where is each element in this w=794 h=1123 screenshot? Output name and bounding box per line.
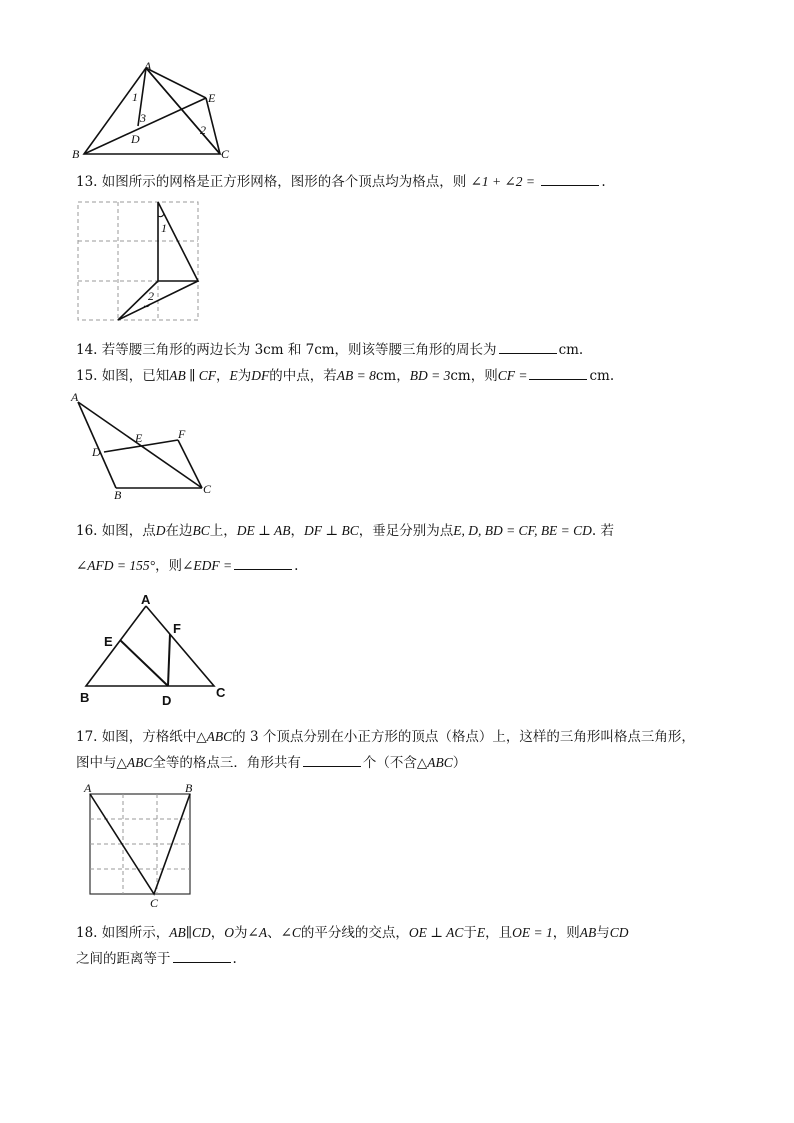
fig13-angle-2: 2 [148, 289, 154, 303]
q15-end: cm. [589, 368, 615, 384]
q17-e1: ABC [206, 729, 233, 744]
q16-line2-expr: ∠AFD = 155° [76, 558, 156, 573]
q16-e4: DF ⊥ BC [304, 523, 359, 538]
q15-e4: AB = 8 [336, 368, 376, 383]
question-16-line-2 [76, 555, 298, 576]
fig15-label-e: E [135, 431, 143, 445]
fig16-label-e: E [104, 634, 113, 649]
fig15-label-b: B [114, 488, 122, 502]
fig12-angle-3: 3 [140, 111, 146, 125]
q18-t5: 的平分线的交点， [300, 925, 409, 941]
figure-q12 [68, 60, 238, 160]
q18-t6: 于 [463, 925, 477, 941]
q17-line2-b: 全等的格点三．角形共有 [152, 755, 301, 771]
q13-end: . [601, 174, 606, 190]
fig12-label-d: D [131, 132, 140, 146]
q18-e4: ∠C [280, 925, 301, 940]
figure-q17 [82, 782, 208, 908]
q15-t6: cm，则 [450, 368, 498, 384]
q17-line2-e2: ABC [427, 755, 453, 770]
q16-t3: 上， [209, 523, 237, 539]
q15-e5: BD = 3 [409, 368, 451, 383]
q18-answer-blank[interactable] [173, 948, 231, 963]
q17-t1: 如图，方格纸中△ [101, 729, 207, 745]
q13-answer-blank[interactable] [541, 171, 599, 186]
fig16-label-f: F [173, 621, 181, 636]
q18-t7: ，且 [485, 925, 513, 941]
q16-end: . [294, 558, 299, 574]
q14-end: cm. [558, 342, 584, 358]
fig12-angle-1: 1 [132, 90, 138, 104]
q18-e5: OE ⊥ AC [408, 925, 464, 940]
q16-t5: ，垂足分别为点 [358, 523, 454, 539]
fig17-label-a: A [84, 781, 92, 795]
fig17-label-b: B [185, 781, 193, 795]
fig15-line-fc [178, 440, 202, 488]
fig12-triangle-abc [84, 68, 220, 154]
q18-e8: AB [579, 925, 597, 940]
fig12-label-a: A [144, 59, 152, 73]
q18-e6: E [476, 925, 486, 940]
q16-e3: DE ⊥ AB [236, 523, 291, 538]
q14-text: 若等腰三角形的两边长为 3cm 和 7cm，则该等腰三角形的周长为 [101, 342, 497, 358]
fig12-angle-2: 2 [200, 123, 206, 137]
q18-e1: AB∥CD [169, 925, 211, 940]
fig13-grid-border [78, 202, 198, 320]
q16-t7: ，则 [155, 558, 183, 574]
q17-line2-d: ） [452, 755, 467, 771]
q16-answer-blank[interactable] [234, 555, 292, 570]
fig12-label-e: E [208, 91, 216, 105]
q17-line2-a: 图中与△ [76, 755, 127, 771]
fig15-label-f: F [178, 427, 186, 441]
question-14 [76, 339, 583, 360]
fig16-label-d: D [162, 693, 172, 708]
q17-number: 17. [76, 729, 98, 745]
q15-t2: ， [216, 368, 230, 384]
question-16 [76, 521, 614, 541]
q18-e2: O [224, 925, 235, 940]
question-18 [76, 923, 628, 943]
q17-line2-e: ABC [126, 755, 153, 770]
fig15-label-d: D [92, 445, 101, 459]
q16-t4: ， [290, 523, 304, 539]
q14-answer-blank[interactable] [499, 339, 557, 354]
q18-e7: OE = 1 [512, 925, 553, 940]
fig12-label-b: B [72, 147, 80, 161]
fig15-label-a: A [71, 390, 79, 404]
q18-t8: ，则 [552, 925, 580, 941]
q18-t4: 、 [267, 925, 281, 941]
question-13 [76, 171, 606, 192]
fig15-label-c: C [203, 482, 212, 496]
q15-e3: DF [251, 368, 270, 383]
question-15 [76, 365, 614, 386]
fig16-label-b: B [80, 690, 90, 705]
q15-e2: E [229, 368, 238, 383]
fig13-angle-arc-1 [158, 214, 164, 217]
q13-expression: ∠1 + ∠2 = [470, 174, 536, 189]
q18-t9: 与 [596, 925, 610, 941]
fig16-label-a: A [141, 592, 151, 607]
q16-e5: E, D, BD = CF, BE = CD [453, 523, 592, 538]
question-18-line-2 [76, 948, 237, 969]
q13-number: 13. [76, 174, 98, 190]
q15-e6: CF = [497, 368, 528, 383]
q17-t2: 的 3 个顶点分别在小正方形的顶点（格点）上，这样的三角形叫格点三角形， [232, 729, 695, 745]
q15-t3: 为 [237, 368, 252, 384]
q15-e1: AB ∥ CF [169, 368, 217, 383]
q18-line2: 之间的距离等于 [76, 951, 171, 967]
fig12-line-be [84, 98, 206, 154]
fig16-line-ed [120, 640, 168, 686]
q16-t2: 在边 [165, 523, 193, 539]
q13-text: 如图所示的网格是正方形网格，图形的各个顶点均为格点，则 [101, 174, 467, 190]
q18-end: . [232, 951, 237, 967]
question-17 [76, 727, 695, 747]
q16-number: 16. [76, 523, 98, 539]
question-17-line-2 [76, 752, 466, 773]
q17-answer-blank[interactable] [303, 752, 361, 767]
q15-t1: 如图，已知 [101, 368, 170, 384]
fig12-label-c: C [221, 147, 230, 161]
q15-t4: 的中点，若 [269, 368, 337, 384]
q14-number: 14. [76, 342, 98, 358]
figure-q13 [78, 202, 200, 322]
q18-t2: ， [210, 925, 225, 941]
q16-e1: D [155, 523, 166, 538]
fig16-label-c: C [216, 685, 226, 700]
fig12-line-ae [146, 68, 206, 98]
q18-number: 18. [76, 925, 98, 941]
figure-q16 [78, 594, 238, 710]
q15-answer-blank[interactable] [529, 365, 587, 380]
q17-line2-c: 个（不含△ [362, 755, 428, 771]
figure-q15 [70, 392, 220, 500]
q16-e2: BC [192, 523, 210, 538]
q18-e9: CD [609, 925, 629, 940]
q18-t1: 如图所示， [101, 925, 170, 941]
fig17-label-c: C [150, 896, 159, 910]
q18-t3: 为 [234, 925, 248, 941]
q15-number: 15. [76, 368, 98, 384]
q15-t5: cm， [375, 368, 410, 384]
fig16-line-fd [168, 634, 170, 686]
fig13-angle-1: 1 [161, 221, 167, 235]
q18-e3: ∠A [247, 925, 268, 940]
q16-e7: ∠EDF = [182, 558, 233, 573]
q16-t6: . 若 [591, 523, 615, 539]
q16-t1: 如图，点 [101, 523, 156, 539]
